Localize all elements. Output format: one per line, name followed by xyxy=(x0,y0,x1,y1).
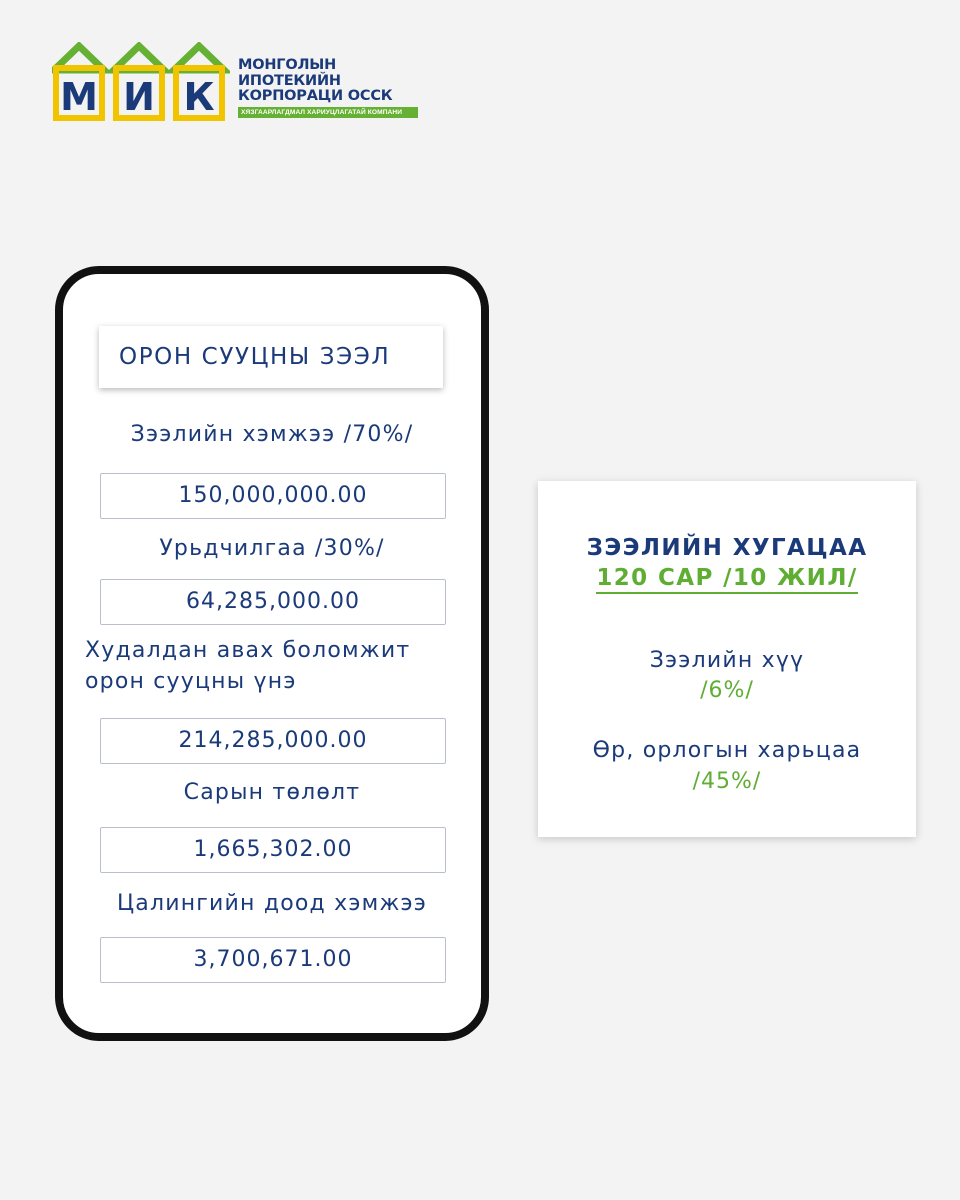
minimum-salary-label: Цалингийн доод хэмжээ xyxy=(116,891,428,916)
loan-amount-value: 150,000,000.00 xyxy=(100,473,446,519)
logo-text xyxy=(238,58,428,118)
company-logo xyxy=(52,42,432,126)
loan-terms-card xyxy=(538,481,916,837)
loan-title: ОРОН СУУЦНЫ ЗЭЭЛ xyxy=(99,326,443,388)
debt-income-ratio-value: /45%/ xyxy=(692,769,762,794)
logo-letter-m: М xyxy=(60,75,98,119)
interest-rate-label: Зээлийн хүү xyxy=(649,648,805,673)
monthly-payment-label: Сарын төлөлт xyxy=(183,780,361,805)
down-payment-label: Урьдчилгаа /30%/ xyxy=(159,536,385,561)
logo-tagline: ХЯЗГААРЛАГДМАЛ ХАРИУЦЛАГАТАЙ КОМПАНИ xyxy=(238,107,418,118)
down-payment-value: 64,285,000.00 xyxy=(100,579,446,625)
logo-letter-i: И xyxy=(123,75,155,119)
logo-mark-icon xyxy=(52,42,230,122)
monthly-payment-value: 1,665,302.00 xyxy=(100,827,446,873)
affordable-price-value: 214,285,000.00 xyxy=(100,718,446,764)
loan-term-title: ЗЭЭЛИЙН ХУГАЦАА xyxy=(586,535,868,561)
logo-name-line-2: ИПОТЕКИЙН xyxy=(238,72,341,89)
phone-frame xyxy=(55,266,489,1041)
logo-name-line-1: МОНГОЛЫН xyxy=(238,57,337,73)
affordable-price-label-line-2: орон сууцны үнэ xyxy=(85,669,297,694)
logo-name-line-3: КОРПОРАЦИ ОССК xyxy=(238,88,393,104)
affordable-price-label-line-1: Худалдан авах боломжит xyxy=(85,638,411,663)
logo-letter-k: К xyxy=(183,75,215,119)
loan-amount-label: Зээлийн хэмжээ /70%/ xyxy=(130,422,414,447)
loan-term-value xyxy=(538,563,916,593)
debt-income-ratio-label: Өр, орлогын харьцаа xyxy=(592,738,862,763)
loan-term-text: 120 САР /10 ЖИЛ/ xyxy=(596,565,857,594)
minimum-salary-value: 3,700,671.00 xyxy=(100,937,446,983)
interest-rate-value: /6%/ xyxy=(700,678,754,703)
